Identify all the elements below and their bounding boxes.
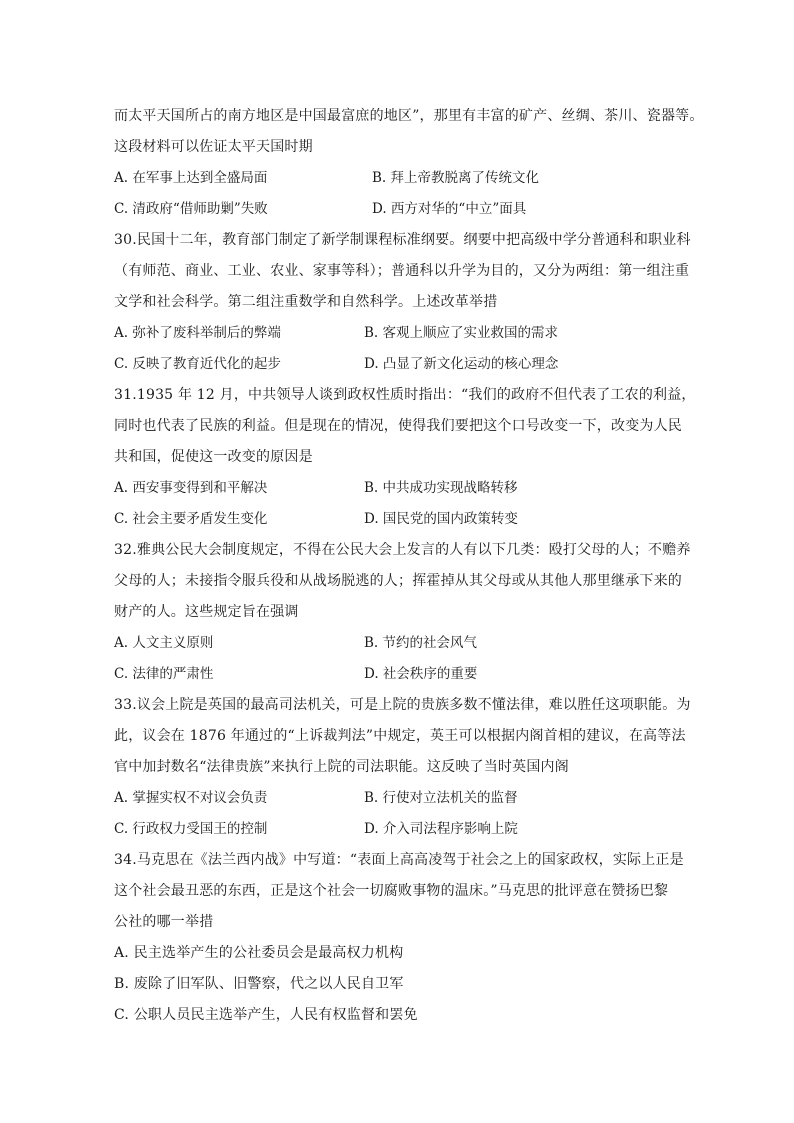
option-b: B. 客观上顺应了实业救国的需求	[364, 325, 559, 341]
option-row	[114, 194, 684, 225]
option-d: D. 凸显了新文化运动的核心理念	[364, 356, 559, 372]
option-row	[114, 318, 684, 349]
option-a: A. 西安事变得到和平解决	[114, 480, 268, 496]
question-stem-line: 34.马克思在《法兰西内战》中写道：“表面上高高凌驾于社会之上的国家政权，实际上正是	[114, 852, 684, 868]
option-b: B. 中共成功实现战略转移	[364, 480, 518, 496]
option-b: B. 拜上帝教脱离了传统文化	[372, 170, 540, 186]
option-row	[114, 783, 684, 814]
option-b: B. 行使对立法机关的监督	[364, 790, 518, 806]
option-a: A. 人文主义原则	[114, 635, 214, 651]
question-stem-line: 共和国，促使这一改变的原因是	[114, 449, 313, 465]
question-stem-line: 官中加封数名“法律贵族”来执行上院的司法职能。这反映了当时英国内阁	[114, 759, 569, 775]
option-c: C. 反映了教育近代化的起步	[114, 356, 281, 372]
question-30	[114, 225, 691, 380]
exam-page	[114, 101, 704, 1031]
question-33	[114, 690, 691, 845]
option-d: D. 社会秩序的重要	[364, 666, 478, 682]
option-d: D. 西方对华的“中立”面具	[372, 201, 527, 217]
question-stem-line: 30.民国十二年，教育部门制定了新学制课程标准纲要。纲要中把高级中学分普通科和职业科	[114, 232, 691, 248]
question-stem-line: 而太平天国所占的南方地区是中国最富庶的地区”，那里有丰富的矿产、丝绸、茶川、瓷器等。	[114, 108, 704, 124]
option-row	[114, 814, 684, 845]
question-32	[114, 535, 691, 690]
option-c: C. 公职人员民主选举产生，人民有权监督和罢免	[114, 1007, 418, 1023]
question-stem-line: （有师范、商业、工业、农业、家事等科）；普通科以升学为目的，又分为两组：第一组注重	[114, 263, 690, 279]
option-d: D. 国民党的国内政策转变	[364, 511, 518, 527]
option-a: A. 掌握实权不对议会负责	[114, 790, 268, 806]
question-stem-line: 32.雅典公民大会制度规定，不得在公民大会上发言的人有以下几类：殴打父母的人；不赡养	[114, 542, 691, 558]
question-stem-line: 公社的哪一举措	[114, 914, 214, 930]
option-a: A. 在军事上达到全盛局面	[114, 170, 268, 186]
option-row	[114, 473, 684, 504]
option-c: C. 清政府“借师助剿”失败	[114, 201, 268, 217]
question-29	[114, 101, 704, 225]
option-b: B. 废除了旧军队、旧警察，代之以人民自卫军	[114, 976, 404, 992]
question-stem-line: 这个社会最丑恶的东西，正是这个社会一切腐败事物的温床。”马克思的批评意在赞扬巴黎	[114, 883, 669, 899]
option-c: C. 社会主要矛盾发生变化	[114, 511, 268, 527]
option-b: B. 节约的社会风气	[364, 635, 478, 651]
option-a: A. 弥补了废科举制后的弊端	[114, 325, 281, 341]
question-34	[114, 845, 684, 1031]
option-d: D. 介入司法程序影响上院	[364, 821, 518, 837]
option-row	[114, 163, 684, 194]
option-c: C. 法律的严肃性	[114, 666, 214, 682]
option-a: A. 民主选举产生的公社委员会是最高权力机构	[114, 945, 404, 961]
question-stem-line: 这段材料可以佐证太平天国时期	[114, 139, 313, 155]
option-row	[114, 628, 684, 659]
option-row	[114, 659, 684, 690]
question-31	[114, 380, 696, 535]
question-stem-line: 33.议会上院是英国的最高司法机关，可是上院的贵族多数不懂法律，难以胜任这项职能。为	[114, 697, 691, 713]
option-c: C. 行政权力受国王的控制	[114, 821, 268, 837]
question-stem-line: 31.1935 年 12 月，中共领导人谈到政权性质时指出：“我们的政府不但代表了工农的利益，	[114, 387, 696, 403]
question-stem-line: 文学和社会科学。第二组注重数学和自然科学。上述改革举措	[114, 294, 498, 310]
question-stem-line: 此，议会在 1876 年通过的“上诉裁判法”中规定，英王可以根据内阁首相的建议，在高等法	[114, 728, 686, 744]
option-row	[114, 504, 684, 535]
question-stem-line: 父母的人；未接指令服兵役和从战场脱逃的人；挥霍掉从其父母或从其他人那里继承下来的	[114, 573, 682, 589]
question-stem-line: 同时也代表了民族的利益。但是现在的情况，使得我们要把这个口号改变一下，改变为人民	[114, 418, 682, 434]
question-stem-line: 财产的人。这些规定旨在强调	[114, 604, 299, 620]
option-row	[114, 349, 684, 380]
